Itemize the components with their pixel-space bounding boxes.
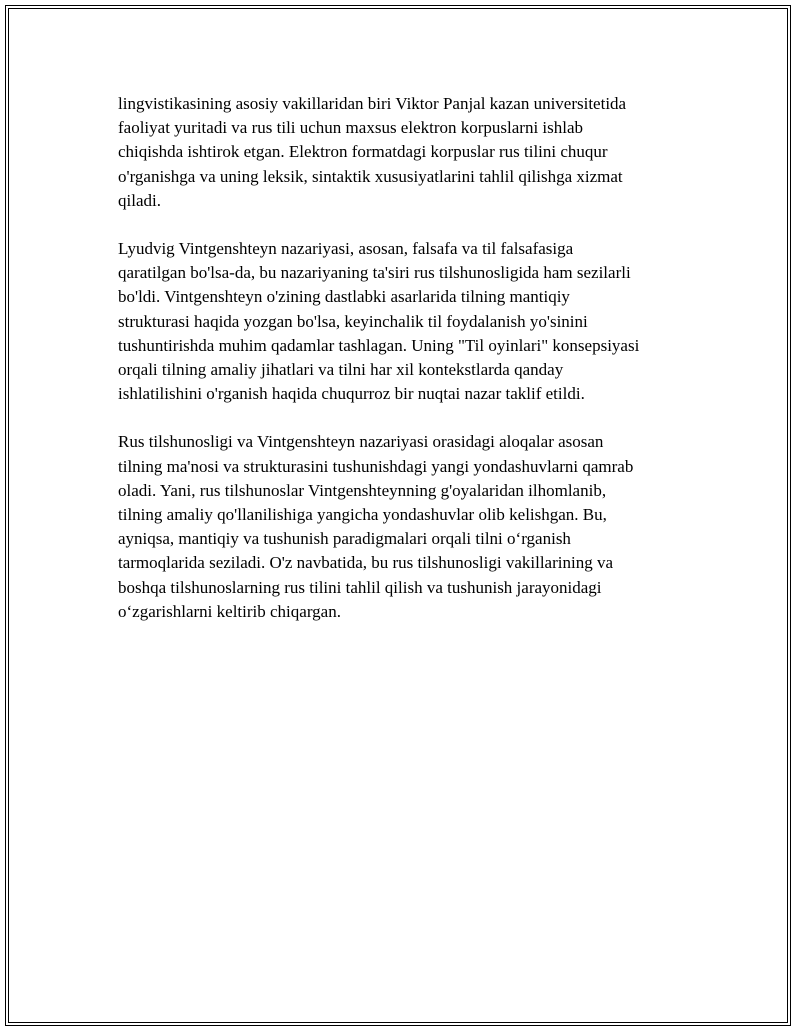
text-line: tilning ma'nosi va strukturasini tushunishdagi yangi yondashuvlarni qamrab (118, 456, 634, 476)
text-line: tushuntirishda muhim qadamlar tashlagan. Uning "Til oyinlari" konsepsiyasi (118, 335, 640, 355)
text-line: boshqa tilshunoslarning rus tilini tahlil qilish va tushunish jarayonidagi (118, 577, 602, 597)
text-line: orqali tilning amaliy jihatlari va tilni har xil kontekstlarda qanday (118, 360, 564, 380)
text-line: ayniqsa, mantiqiy va tushunish paradigmalari orqali tilni o‘rganish (118, 529, 571, 549)
text-line: oladi. Yani, rus tilshunoslar Vintgenshteynning g'oyalaridan ilhomlanib, (118, 480, 607, 500)
paragraph-3 (118, 430, 703, 624)
text-line: bo'ldi. Vintgenshteyn o'zining dastlabki asarlarida tilning mantiqiy (118, 287, 570, 307)
paragraph-2 (118, 237, 703, 406)
text-line: lingvistikasining asosiy vakillaridan biri Viktor Panjal kazan universitetida (118, 94, 627, 113)
text-line: faoliyat yuritadi va rus tili uchun maxsus elektron korpuslarni ishlab (118, 118, 584, 138)
text-line: o'rganishga va uning leksik, sintaktik xususiyatlarini tahlil qilishga xizmat (118, 166, 623, 186)
text-line: tarmoqlarida seziladi. O'z navbatida, bu rus tilshunosligi vakillarining va (118, 553, 614, 573)
text-line: chiqishda ishtirok etgan. Elektron formatdagi korpuslar rus tilini chuqur (118, 142, 608, 162)
text-line: ishlatilishini o'rganish haqida chuqurroz bir nuqtai nazar taklif etildi. (118, 384, 585, 404)
text-line: qaratilgan bo'lsa-da, bu nazariyaning ta'siri rus tilshunosligida ham sezilarli (118, 263, 631, 283)
text-line: o‘zgarishlarni keltirib chiqargan. (118, 601, 341, 621)
paragraph-1 (118, 92, 703, 213)
document-body (118, 92, 703, 648)
text-line: tilning amaliy qo'llanilishiga yangicha yondashuvlar olib kelishgan. Bu, (118, 505, 607, 525)
text-line: Rus tilshunosligi va Vintgenshteyn nazariyasi orasidagi aloqalar asosan (118, 432, 604, 452)
text-line: Lyudvig Vintgenshteyn nazariyasi, asosan, falsafa va til falsafasiga (118, 239, 574, 259)
text-line: strukturasi haqida yozgan bo'lsa, keyinchalik til foydalanish yo'sinini (118, 311, 588, 331)
text-line: qiladi. (118, 190, 161, 210)
